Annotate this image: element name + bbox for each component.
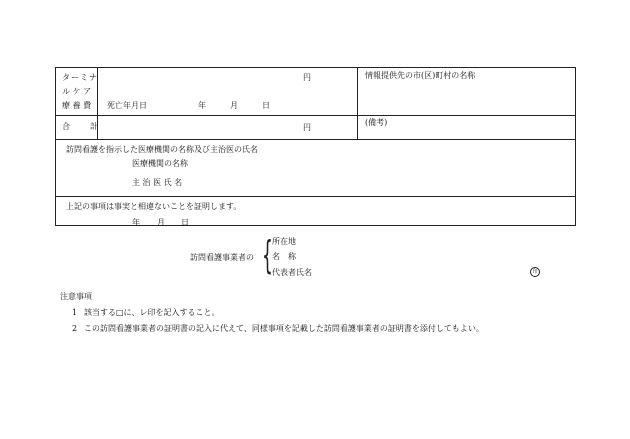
municipality-name-label: 情報提供先の市(区)町村の名称 bbox=[365, 71, 476, 80]
death-date-year-unit: 年 bbox=[198, 101, 206, 110]
remarks-label: (備考) bbox=[365, 118, 388, 127]
notes-heading: 注意事項 bbox=[60, 292, 92, 301]
medical-institution-name-label: 医療機関の名称 bbox=[132, 159, 188, 168]
death-date-month-unit: 月 bbox=[230, 101, 238, 110]
terminal-care-label-line1: ターミナ bbox=[62, 73, 98, 82]
note-1-number: 1 bbox=[72, 308, 78, 317]
death-date-day-unit: 日 bbox=[262, 101, 270, 110]
total-yen-unit: 円 bbox=[303, 123, 311, 132]
note-2-number: 2 bbox=[72, 324, 78, 333]
right-column-divider bbox=[357, 67, 358, 140]
seal-mark: 印 bbox=[530, 267, 540, 277]
instructing-institution-title: 訪問看護を指示した医療機関の名称及び主治医の氏名 bbox=[66, 145, 258, 154]
provider-address-label: 所在地 bbox=[272, 237, 296, 246]
total-label: 合 計 bbox=[62, 122, 104, 131]
provider-representative-label: 代表者氏名 bbox=[272, 268, 312, 277]
row-divider-3 bbox=[55, 196, 576, 197]
terminal-care-label-line3: 療 養 費 bbox=[62, 101, 92, 110]
certification-day-unit: 日 bbox=[181, 218, 189, 227]
nursing-provider-label: 訪問看護事業者の bbox=[190, 253, 254, 262]
note-2-text: この訪問看護事業者の証明書の記入に代えて、同様事項を記載した訪問看護事業者の証明書を添付してもよい。 bbox=[84, 324, 484, 333]
certification-month-unit: 月 bbox=[157, 218, 165, 227]
death-date-label: 死亡年月日 bbox=[107, 101, 147, 110]
row-divider-1 bbox=[55, 115, 576, 116]
certification-statement: 上記の事項は事実と相違ないことを証明します。 bbox=[66, 202, 242, 211]
left-brace: { bbox=[262, 233, 273, 277]
row-divider-2 bbox=[55, 139, 576, 140]
provider-name-label: 名 称 bbox=[272, 252, 296, 261]
note-1-text: 該当する□に、レ印を記入すること。 bbox=[84, 308, 220, 317]
attending-doctor-name-label: 主 治 医 氏 名 bbox=[132, 178, 183, 187]
care-fee-yen-unit: 円 bbox=[303, 73, 311, 82]
certification-year-unit: 年 bbox=[132, 218, 140, 227]
terminal-care-label-line2: ル ケ ア bbox=[62, 87, 92, 96]
